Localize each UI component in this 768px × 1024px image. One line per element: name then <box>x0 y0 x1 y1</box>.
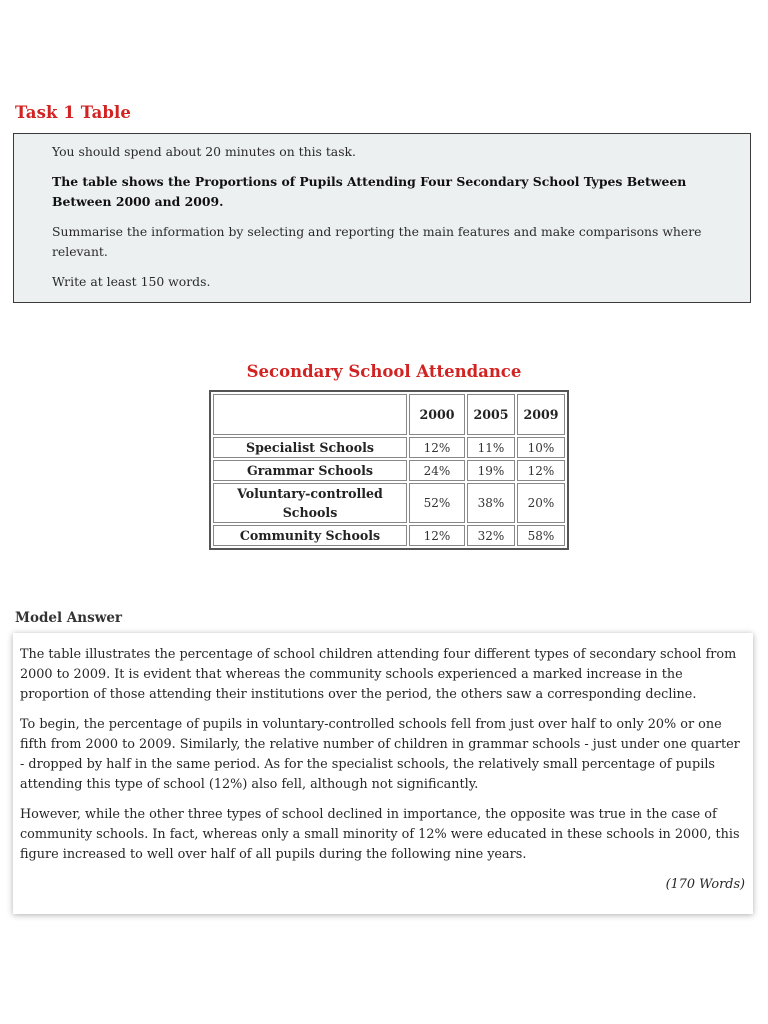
table-cell: 12% <box>409 437 465 458</box>
row-label: Specialist Schools <box>213 437 407 458</box>
task-instructions-box <box>13 133 751 303</box>
table-row <box>213 483 565 523</box>
task-instruction: Summarise the information by selecting and reporting the main features and make comparisons where relevant. <box>52 224 702 259</box>
table-cell: 24% <box>409 460 465 481</box>
task-intro: You should spend about 20 minutes on this task. <box>52 144 356 159</box>
table-row <box>213 437 565 458</box>
table-header-row <box>213 394 565 435</box>
model-answer-heading: Model Answer <box>15 610 123 626</box>
answer-paragraph: However, while the other three types of school declined in importance, the opposite was true in the case of community schools. In fact, whereas only a small minority of 12% were educated in these schools in 2000, this figure increased to well over half of all pupils during the following nine years. <box>20 807 740 862</box>
table-row <box>213 525 565 546</box>
table-title: Secondary School Attendance <box>246 362 522 381</box>
row-label: Community Schools <box>213 525 407 546</box>
table-cell: 38% <box>467 483 515 523</box>
table-header-corner <box>213 394 407 435</box>
model-answer-box <box>13 633 753 914</box>
table-cell: 58% <box>517 525 565 546</box>
answer-paragraph: The table illustrates the percentage of school children attending four different types of secondary school from 2000 to 2009. It is evident that whereas the community schools experienced a marked increase in the proportion of those attending their institutions over the period, the others saw a corresponding decline. <box>20 647 737 702</box>
word-count: (170 Words) <box>665 877 745 892</box>
table-cell: 12% <box>517 460 565 481</box>
table-header-2005: 2005 <box>467 394 515 435</box>
table-row <box>213 460 565 481</box>
table-cell: 20% <box>517 483 565 523</box>
row-label: Voluntary-controlled Schools <box>213 483 407 523</box>
table-cell: 11% <box>467 437 515 458</box>
table-cell: 32% <box>467 525 515 546</box>
row-label: Grammar Schools <box>213 460 407 481</box>
table-header-2000: 2000 <box>409 394 465 435</box>
task-word-requirement: Write at least 150 words. <box>52 274 211 289</box>
task-prompt: The table shows the Proportions of Pupils Attending Four Secondary School Types Between Between 2000 and 2009. <box>52 174 687 209</box>
table-cell: 12% <box>409 525 465 546</box>
table-cell: 10% <box>517 437 565 458</box>
task-title: Task 1 Table <box>15 103 131 122</box>
answer-paragraph: To begin, the percentage of pupils in voluntary-controlled schools fell from just over half to only 20% or one fifth from 2000 to 2009. Similarly, the relative number of children in grammar schools - just under one quarter - dropped by half in the same period. As for the specialist schools, the relatively small percentage of pupils attending this type of school (12%) also fell, although not significantly. <box>20 717 740 792</box>
table-cell: 52% <box>409 483 465 523</box>
attendance-table <box>209 390 569 550</box>
table-cell: 19% <box>467 460 515 481</box>
table-header-2009: 2009 <box>517 394 565 435</box>
